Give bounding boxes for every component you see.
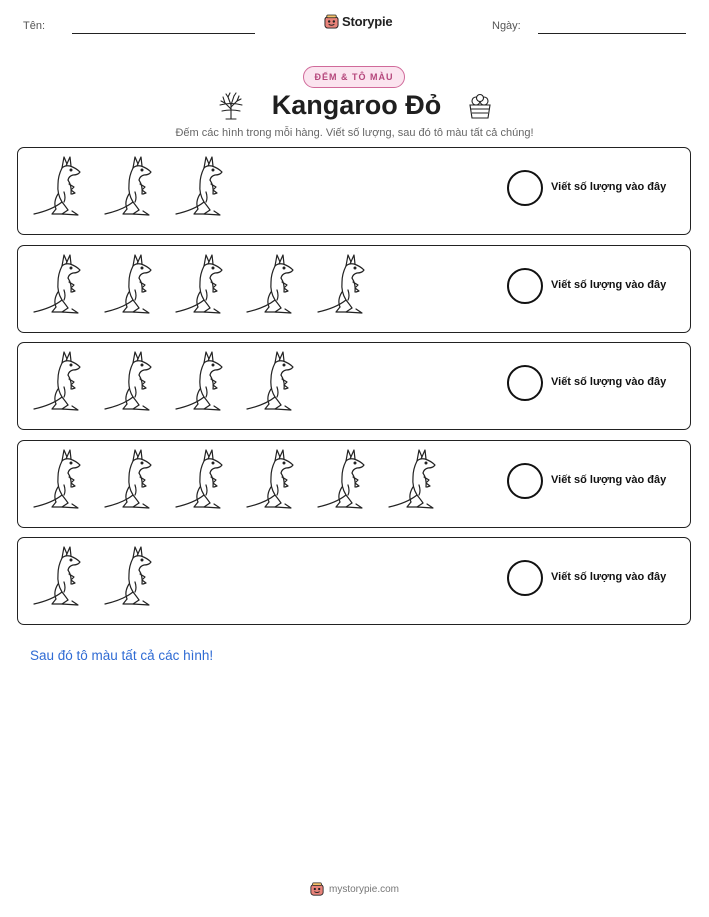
kangaroo-icon[interactable] (28, 544, 84, 610)
activity-badge: ĐẾM & TÔ MÀU (303, 66, 405, 88)
page-title: Kangaroo Đỏ (271, 90, 442, 120)
kangaroo-icon[interactable] (170, 252, 226, 318)
kangaroo-icon[interactable] (241, 252, 297, 318)
kangaroo-icon[interactable] (99, 447, 155, 513)
basket-icon (467, 92, 493, 120)
answer-label: Viết số lượng vào đây (551, 474, 667, 486)
count-row (17, 147, 691, 235)
kangaroo-icon[interactable] (99, 349, 155, 415)
answer-label: Viết số lượng vào đây (551, 376, 667, 388)
answer-label: Viết số lượng vào đây (551, 279, 667, 291)
answer-circle[interactable] (507, 560, 543, 596)
answer-label: Viết số lượng vào đây (551, 181, 667, 193)
answer-circle[interactable] (507, 365, 543, 401)
count-row (17, 440, 691, 528)
count-row (17, 245, 691, 333)
instructions: Đếm các hình trong mỗi hàng. Viết số lượng, sau đó tô màu tất cả chúng! (175, 127, 534, 139)
date-label: Ngày: (492, 20, 521, 32)
kangaroo-icon[interactable] (170, 154, 226, 220)
storypie-logo-icon (310, 882, 324, 896)
kangaroo-icon[interactable] (28, 349, 84, 415)
kangaroo-icon[interactable] (28, 447, 84, 513)
kangaroo-icon[interactable] (28, 252, 84, 318)
count-row (17, 537, 691, 625)
brand-name: Storypie (342, 14, 393, 29)
kangaroo-icon[interactable] (312, 252, 368, 318)
kangaroo-icon[interactable] (170, 447, 226, 513)
answer-circle[interactable] (507, 268, 543, 304)
footer-url: mystorypie.com (328, 883, 399, 895)
footer (0, 882, 709, 896)
date-line[interactable] (538, 33, 686, 34)
kangaroo-icon[interactable] (99, 252, 155, 318)
kangaroo-icon[interactable] (99, 544, 155, 610)
title-row (0, 90, 709, 121)
kangaroo-icon[interactable] (241, 349, 297, 415)
kangaroo-icon[interactable] (312, 447, 368, 513)
name-line[interactable] (72, 33, 255, 34)
answer-circle[interactable] (507, 463, 543, 499)
footer-note: Sau đó tô màu tất cả các hình! (30, 648, 214, 663)
answer-circle[interactable] (507, 170, 543, 206)
kangaroo-icon[interactable] (99, 154, 155, 220)
storypie-logo-icon (324, 14, 339, 29)
kangaroo-icon[interactable] (170, 349, 226, 415)
brand (324, 14, 392, 29)
name-label: Tên: (23, 20, 46, 32)
count-row (17, 342, 691, 430)
tree-icon (216, 91, 246, 121)
kangaroo-icon[interactable] (28, 154, 84, 220)
answer-label: Viết số lượng vào đây (551, 571, 667, 583)
kangaroo-icon[interactable] (241, 447, 297, 513)
kangaroo-icon[interactable] (383, 447, 439, 513)
